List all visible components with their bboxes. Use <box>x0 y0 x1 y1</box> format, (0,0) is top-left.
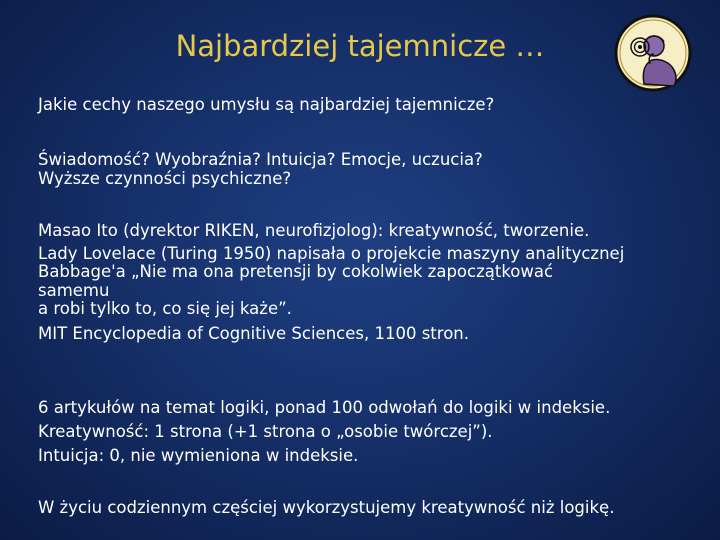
text-line: Intuicja: 0, nie wymieniona w indeksie. <box>38 446 359 465</box>
thinker-head-icon <box>614 14 692 92</box>
text-line: Świadomość? Wyobraźnia? Intuicja? Emocje, uczucia? <box>38 150 483 169</box>
text-line: Wyższe czynności psychiczne? <box>38 169 292 188</box>
text-line: 6 artykułów na temat logiki, ponad 100 odwołań do logiki w indeksie. <box>38 398 611 417</box>
paragraph-mind-features <box>38 150 483 188</box>
paragraph-question: Jakie cechy naszego umysłu są najbardziej tajemnicze? <box>38 95 495 114</box>
paragraph-quotes <box>38 222 624 343</box>
slide-title: Najbardziej tajemnicze … <box>175 29 545 63</box>
text-line: Lady Lovelace (Turing 1950) napisała o projekcie maszyny analitycznej <box>38 243 625 263</box>
text-line: a robi tylko to, co się jej każe”. <box>38 299 292 318</box>
text-line: samemu <box>38 280 110 300</box>
text-line: MIT Encyclopedia of Cognitive Sciences, 1100 stron. <box>38 323 469 343</box>
paragraph-encyclopedia-stats <box>38 396 610 468</box>
text-line: Babbage'a „Nie ma ona pretensji by cokolwiek zapoczątkować <box>38 262 554 281</box>
text-line: Masao Ito (dyrektor RIKEN, neurofizjolog): kreatywność, tworzenie. <box>38 221 590 240</box>
text-line: Kreatywność: 1 strona (+1 strona o „osobie twórczej”). <box>38 422 493 441</box>
paragraph-conclusion: W życiu codziennym częściej wykorzystujemy kreatywność niż logikę. <box>38 498 615 517</box>
